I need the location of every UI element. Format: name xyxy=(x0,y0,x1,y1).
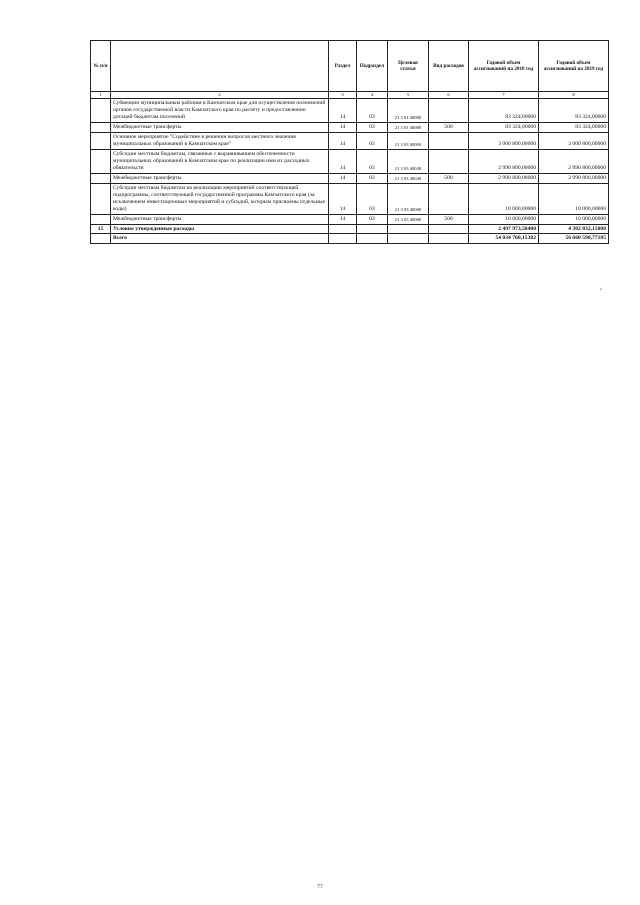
row-2019: 2 990 800,00000 xyxy=(539,173,609,183)
row-name: Субвенции муниципальным районам в Камчатском крае для осуществления полномочий органов государственной власти Камчатского края по расчету и предоставлению дотаций бюджетам поселений xyxy=(111,98,329,122)
empty-cell xyxy=(388,234,429,244)
row-2018: 10 000,00000 xyxy=(469,214,539,224)
table-row xyxy=(91,122,609,132)
table-row xyxy=(91,173,609,183)
row-2018: 2 990 800,00000 xyxy=(469,149,539,173)
col-number: 1 xyxy=(91,92,111,99)
table-row xyxy=(91,214,609,224)
row-vr xyxy=(429,183,469,214)
table-row xyxy=(91,183,609,214)
column-numbers-row xyxy=(91,92,609,99)
header-vr: Вид расходов xyxy=(429,41,469,92)
row-csr: 21 3 03 40040 xyxy=(388,173,429,183)
row-2019: 2 990 800,00000 xyxy=(539,149,609,173)
row-podrazdel: 03 xyxy=(357,214,388,224)
row-vr: 500 xyxy=(429,173,469,183)
row-2019: 10 000,00000 xyxy=(539,214,609,224)
empty-cell xyxy=(329,234,357,244)
col-number: 2 xyxy=(111,92,329,99)
row-2018: 54 034 760,15382 xyxy=(469,234,539,244)
row-vr: 500 xyxy=(429,214,469,224)
table-row xyxy=(91,132,609,149)
header-num: № п/п xyxy=(91,41,111,92)
row-name: Условно утвержденные расходы xyxy=(111,224,329,234)
header-razdel: Раздел xyxy=(329,41,357,92)
row-2018: 83 324,00000 xyxy=(469,98,539,122)
col-number: 3 xyxy=(329,92,357,99)
closing-quote-mark: » xyxy=(600,286,602,291)
row-csr: 21 3 03 00000 xyxy=(388,132,429,149)
row-name: Субсидии местным бюджетам, связанные с выравниванием обеспеченности муниципальных образований в Камчатском крае по реализации ими их расходных обязательств xyxy=(111,149,329,173)
row-2018: 83 324,00000 xyxy=(469,122,539,132)
empty-cell xyxy=(91,234,111,244)
row-num xyxy=(91,132,111,149)
row-name: Межбюджетные трансферты xyxy=(111,173,329,183)
row-csr: 21 3 01 40080 xyxy=(388,122,429,132)
col-number: 4 xyxy=(357,92,388,99)
row-razdel: 14 xyxy=(329,173,357,183)
row-razdel: 14 xyxy=(329,183,357,214)
row-name: Межбюджетные трансферты xyxy=(111,122,329,132)
row-2018: 2 990 800,00000 xyxy=(469,173,539,183)
row-podrazdel: 03 xyxy=(357,183,388,214)
header-row xyxy=(91,41,609,92)
row-csr: 21 3 03 40040 xyxy=(388,149,429,173)
header-name xyxy=(111,41,329,92)
empty-cell xyxy=(357,234,388,244)
row-podrazdel: 03 xyxy=(357,149,388,173)
row-vr xyxy=(429,98,469,122)
empty-cell xyxy=(388,224,429,234)
row-podrazdel: 03 xyxy=(357,132,388,149)
row-2019: 3 000 800,00000 xyxy=(539,132,609,149)
col-number: 8 xyxy=(539,92,609,99)
header-2018: Годовой объем ассигнований на 2018 год xyxy=(469,41,539,92)
row-csr: 21 3 03 40060 xyxy=(388,183,429,214)
row-csr: 21 3 01 40080 xyxy=(388,98,429,122)
row-podrazdel: 03 xyxy=(357,98,388,122)
row-num xyxy=(91,173,111,183)
row-num xyxy=(91,149,111,173)
row-csr: 21 3 03 40060 xyxy=(388,214,429,224)
row-2019: 83 324,00000 xyxy=(539,98,609,122)
row-num: 15 xyxy=(91,224,111,234)
row-vr xyxy=(429,149,469,173)
empty-cell xyxy=(357,224,388,234)
row-razdel: 14 xyxy=(329,149,357,173)
row-num xyxy=(91,214,111,224)
header-csr: Целевая статья xyxy=(388,41,429,92)
row-num xyxy=(91,183,111,214)
row-num xyxy=(91,122,111,132)
row-razdel: 14 xyxy=(329,132,357,149)
row-name: Всего xyxy=(111,234,329,244)
row-razdel: 14 xyxy=(329,122,357,132)
row-2019: 10 000,00000 xyxy=(539,183,609,214)
row-razdel: 14 xyxy=(329,98,357,122)
row-name: Субсидии местным бюджетам на реализацию мероприятий соответствующей подпрограммы, соответствующей государственной программы Камчатского края (за исключением инвестиционных мероприятий и субсидий, которым присвоены отдельные коды) xyxy=(111,183,329,214)
header-2019: Годовой объем ассигнований на 2019 год xyxy=(539,41,609,92)
total-row xyxy=(91,234,609,244)
row-num xyxy=(91,98,111,122)
row-podrazdel: 03 xyxy=(357,122,388,132)
row-2018: 2 497 973,58400 xyxy=(469,224,539,234)
budget-sheet xyxy=(90,40,608,244)
table-row xyxy=(91,149,609,173)
empty-cell xyxy=(329,224,357,234)
page-number: 77 xyxy=(317,884,323,890)
row-2019: 56 660 590,77185 xyxy=(539,234,609,244)
header-podrazdel: Подраздел xyxy=(357,41,388,92)
col-number: 7 xyxy=(469,92,539,99)
row-podrazdel: 03 xyxy=(357,173,388,183)
col-number: 5 xyxy=(388,92,429,99)
empty-cell xyxy=(429,224,469,234)
row-name: Межбюджетные трансферты xyxy=(111,214,329,224)
empty-cell xyxy=(429,234,469,244)
table-row xyxy=(91,98,609,122)
row-vr xyxy=(429,132,469,149)
row-name: Основное мероприятие "Содействие в решении вопросов местного значения муниципальных образований в Камчатском крае" xyxy=(111,132,329,149)
row-vr: 500 xyxy=(429,122,469,132)
row-2018: 3 000 800,00000 xyxy=(469,132,539,149)
row-2019: 4 302 832,15000 xyxy=(539,224,609,234)
row-2019: 83 324,00000 xyxy=(539,122,609,132)
row-2018: 10 000,00000 xyxy=(469,183,539,214)
col-number: 6 xyxy=(429,92,469,99)
conditional-expenses-row xyxy=(91,224,609,234)
budget-table xyxy=(90,40,609,244)
row-razdel: 14 xyxy=(329,214,357,224)
